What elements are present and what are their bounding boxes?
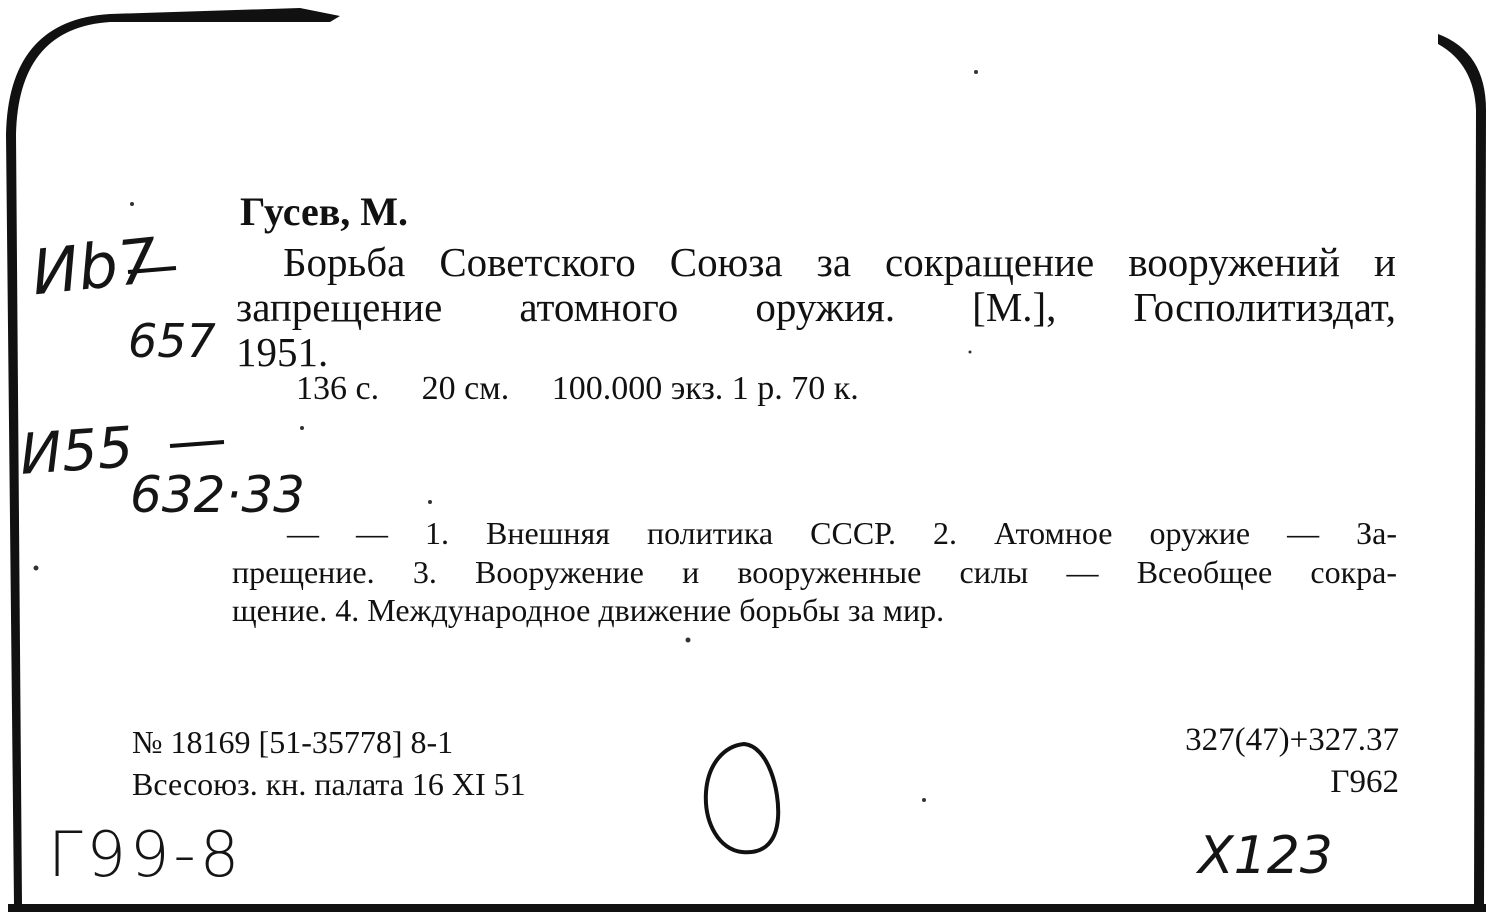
subject-line: щение. 4. Международное движение борьбы за мир. xyxy=(232,592,945,628)
hand-drawn-circle xyxy=(706,744,778,852)
title-line: 1951. xyxy=(236,329,329,375)
handwritten-mark: Х123 xyxy=(1198,826,1333,886)
author-heading: Гусев, М. xyxy=(240,189,409,234)
handwritten-mark: И55 xyxy=(17,415,136,488)
cutter-number: Г962 xyxy=(1330,764,1399,800)
handwritten-mark: Иb7 xyxy=(28,223,161,310)
registration-number: № 18169 [51-35778] 8-1 xyxy=(132,724,454,760)
collation: 136 с. 20 см. 100.000 экз. 1 р. 70 к. xyxy=(296,370,859,407)
handwritten-mark: 632·33 xyxy=(130,466,305,524)
title-line: Борьба Советского Союза за сокращение вооружений и xyxy=(283,239,1396,285)
book-chamber-stamp: Всесоюз. кн. палата 16 XI 51 xyxy=(132,766,526,802)
subject-line: — — 1. Внешняя политика СССР. 2. Атомное оружие — За- xyxy=(287,515,1397,551)
underline-mark xyxy=(170,442,224,446)
title-line: запрещение атомного оружия. [М.], Госполитиздат, xyxy=(236,284,1396,330)
subject-line: прещение. 3. Вооружение и вооруженные силы — Всеобщее сокра- xyxy=(232,554,1397,590)
classification-number: 327(47)+327.37 xyxy=(1185,722,1399,758)
handwritten-mark: 657 xyxy=(128,314,216,368)
handwritten-shelf-mark: Г99-8 xyxy=(48,818,244,891)
